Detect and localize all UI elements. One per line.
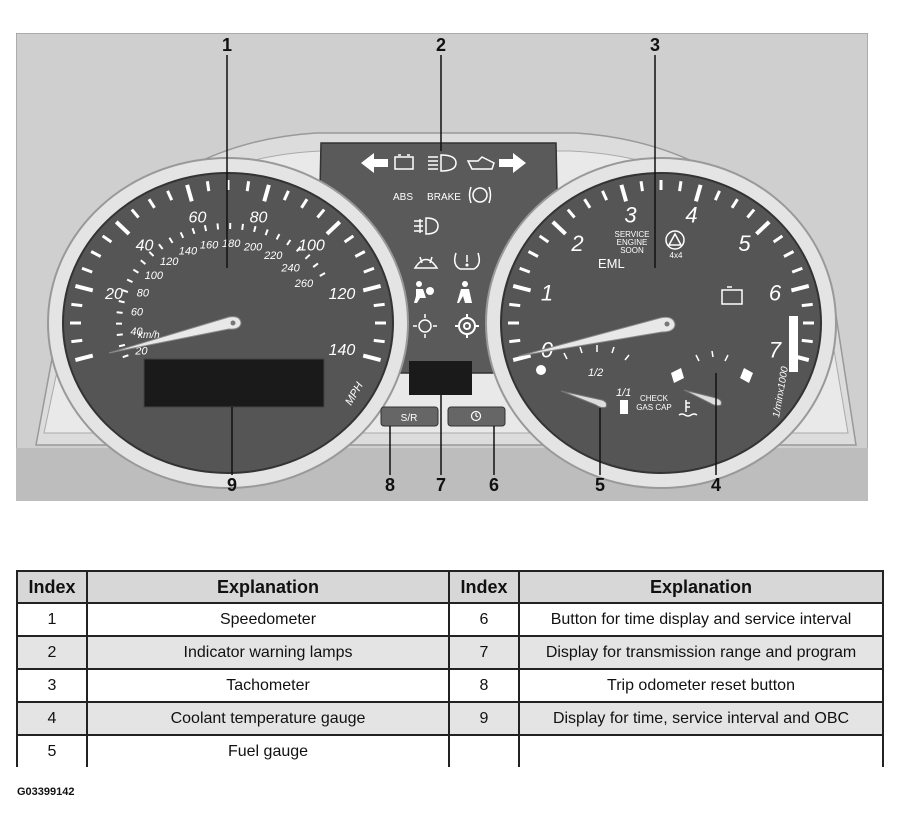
table-cell: Coolant temperature gauge: [87, 702, 449, 735]
table-cell: 2: [17, 636, 87, 669]
speedometer-kmh-label: 60: [130, 306, 144, 319]
table-cell: 5: [17, 735, 87, 767]
speedometer-kmh-label: 220: [264, 249, 283, 262]
tachometer-tick: [680, 181, 681, 191]
speedometer-kmh-label: 40: [130, 326, 143, 339]
tachometer-tick: [802, 340, 813, 341]
fuel-full-label: 1/1: [616, 387, 632, 399]
callout-1: 1: [221, 35, 233, 55]
speedometer-tick: [374, 340, 385, 341]
tachometer: [486, 158, 836, 488]
transmission-range-display: [409, 361, 472, 395]
callout-8: 8: [384, 475, 396, 495]
speedometer-kmh-label: 260: [294, 278, 314, 290]
tachometer-rpm-label: 3: [624, 202, 637, 228]
speedometer-mph-label: 60: [188, 209, 207, 227]
table-cell: Button for time display and service interval: [519, 603, 883, 636]
table-header-row: [17, 571, 883, 603]
speedometer-inner-tick: [242, 224, 243, 230]
fuel-pump-icon: [620, 400, 628, 414]
brake-label: BRAKE: [427, 192, 461, 203]
speedometer-tick: [207, 181, 208, 191]
table-cell: Speedometer: [87, 603, 449, 636]
table-row: [17, 669, 883, 702]
svg-text:CHECK: CHECK: [639, 394, 669, 403]
table-row: [17, 702, 883, 735]
speedometer-kmh-label: 160: [199, 239, 219, 252]
callout-5: 5: [594, 475, 606, 495]
table-cell: Trip odometer reset button: [519, 669, 883, 702]
speedometer-mph-label: 100: [298, 237, 325, 255]
table-cell: 1: [17, 603, 87, 636]
table-cell: [519, 735, 883, 767]
eml-label: EML: [598, 256, 625, 271]
tachometer-tick: [509, 340, 520, 341]
tachometer-tick: [802, 304, 813, 305]
figure-id: G03399142: [17, 786, 75, 798]
svg-text:SOON: SOON: [620, 246, 644, 255]
trip-reset-button[interactable]: [381, 407, 438, 426]
callout-4: 4: [710, 475, 722, 495]
table-cell: Display for transmission range and program: [519, 636, 883, 669]
speedometer: [48, 158, 408, 488]
legend-table: [16, 570, 884, 767]
tachometer-rpm-label: 2: [571, 231, 584, 257]
speedometer-inner-tick: [117, 312, 123, 313]
speedometer-inner-tick: [119, 345, 125, 346]
callout-2: 2: [435, 35, 447, 55]
speedometer-tick: [71, 304, 82, 305]
time-service-obc-display: [144, 359, 324, 407]
table-cell: 4: [17, 702, 87, 735]
svg-text:ENGINE: ENGINE: [616, 238, 648, 247]
speedometer-tick: [71, 340, 82, 341]
speedometer-kmh-label: 120: [159, 255, 179, 268]
callout-7: 7: [435, 475, 447, 495]
instrument-cluster-illustration: [16, 33, 868, 501]
speedometer-mph-label: 140: [328, 341, 356, 359]
table-cell: 8: [449, 669, 519, 702]
svg-text:GAS CAP: GAS CAP: [636, 403, 672, 412]
speedometer-mph-label: 40: [135, 237, 154, 255]
header-index-left: Index: [17, 571, 87, 603]
tachometer-tick: [641, 181, 642, 191]
table-cell: Indicator warning lamps: [87, 636, 449, 669]
callout-3: 3: [649, 35, 661, 55]
table-row: [17, 603, 883, 636]
speedometer-kmh-label: 80: [136, 287, 149, 300]
mph-unit-label: MPH: [343, 380, 366, 408]
callout-6: 6: [488, 475, 500, 495]
time-service-button[interactable]: [448, 407, 505, 426]
speedometer-kmh-label: 20: [135, 345, 148, 358]
table-cell: 3: [17, 669, 87, 702]
table-row: [17, 636, 883, 669]
speedometer-kmh-label: 140: [178, 245, 198, 258]
speedometer-kmh-label: 200: [243, 241, 263, 254]
abs-label: ABS: [392, 192, 414, 203]
check-gas-cap-label: [636, 394, 672, 412]
tachometer-rpm-label: 1: [540, 280, 554, 306]
tachometer-rpm-label: 4: [685, 202, 698, 228]
speedometer-kmh-label: 180: [222, 238, 241, 251]
speedometer-mph-label: 20: [105, 286, 123, 304]
rpm-unit-label: 1/minx1000: [771, 365, 791, 419]
kmh-unit-label: km/h: [138, 330, 160, 341]
header-explanation-right: Explanation: [519, 571, 883, 603]
header-explanation-left: Explanation: [87, 571, 449, 603]
speedometer-mph-label: 120: [328, 286, 356, 304]
svg-text:SERVICE: SERVICE: [614, 230, 650, 239]
speedometer-inner-tick: [217, 223, 218, 229]
fuel-half-label: 1/2: [588, 367, 604, 379]
tachometer-tick: [509, 304, 520, 305]
tachometer-rpm-label: 7: [768, 337, 782, 363]
table-cell: 9: [449, 702, 519, 735]
callout-9: 9: [226, 475, 238, 495]
table-cell: Tachometer: [87, 669, 449, 702]
speedometer-tick: [374, 304, 385, 305]
table-cell: Display for time, service interval and OBC: [519, 702, 883, 735]
table-cell: [449, 735, 519, 767]
tachometer-rpm-label: 5: [738, 231, 751, 257]
redline-bar: [789, 316, 798, 372]
table-cell: 7: [449, 636, 519, 669]
tachometer-rpm-label: 6: [768, 280, 782, 306]
table-cell: Fuel gauge: [87, 735, 449, 767]
speedometer-kmh-label: 100: [144, 270, 163, 283]
speedometer-inner-tick: [117, 334, 123, 335]
4x4-label: 4x4: [669, 251, 683, 260]
speedometer-mph-label: 80: [249, 209, 268, 227]
speedometer-kmh-label: 240: [281, 262, 300, 275]
trip-reset-label: S/R: [400, 413, 418, 424]
table-row: [17, 735, 883, 767]
speedometer-tick: [247, 181, 248, 191]
header-index-right: Index: [449, 571, 519, 603]
table-cell: 6: [449, 603, 519, 636]
